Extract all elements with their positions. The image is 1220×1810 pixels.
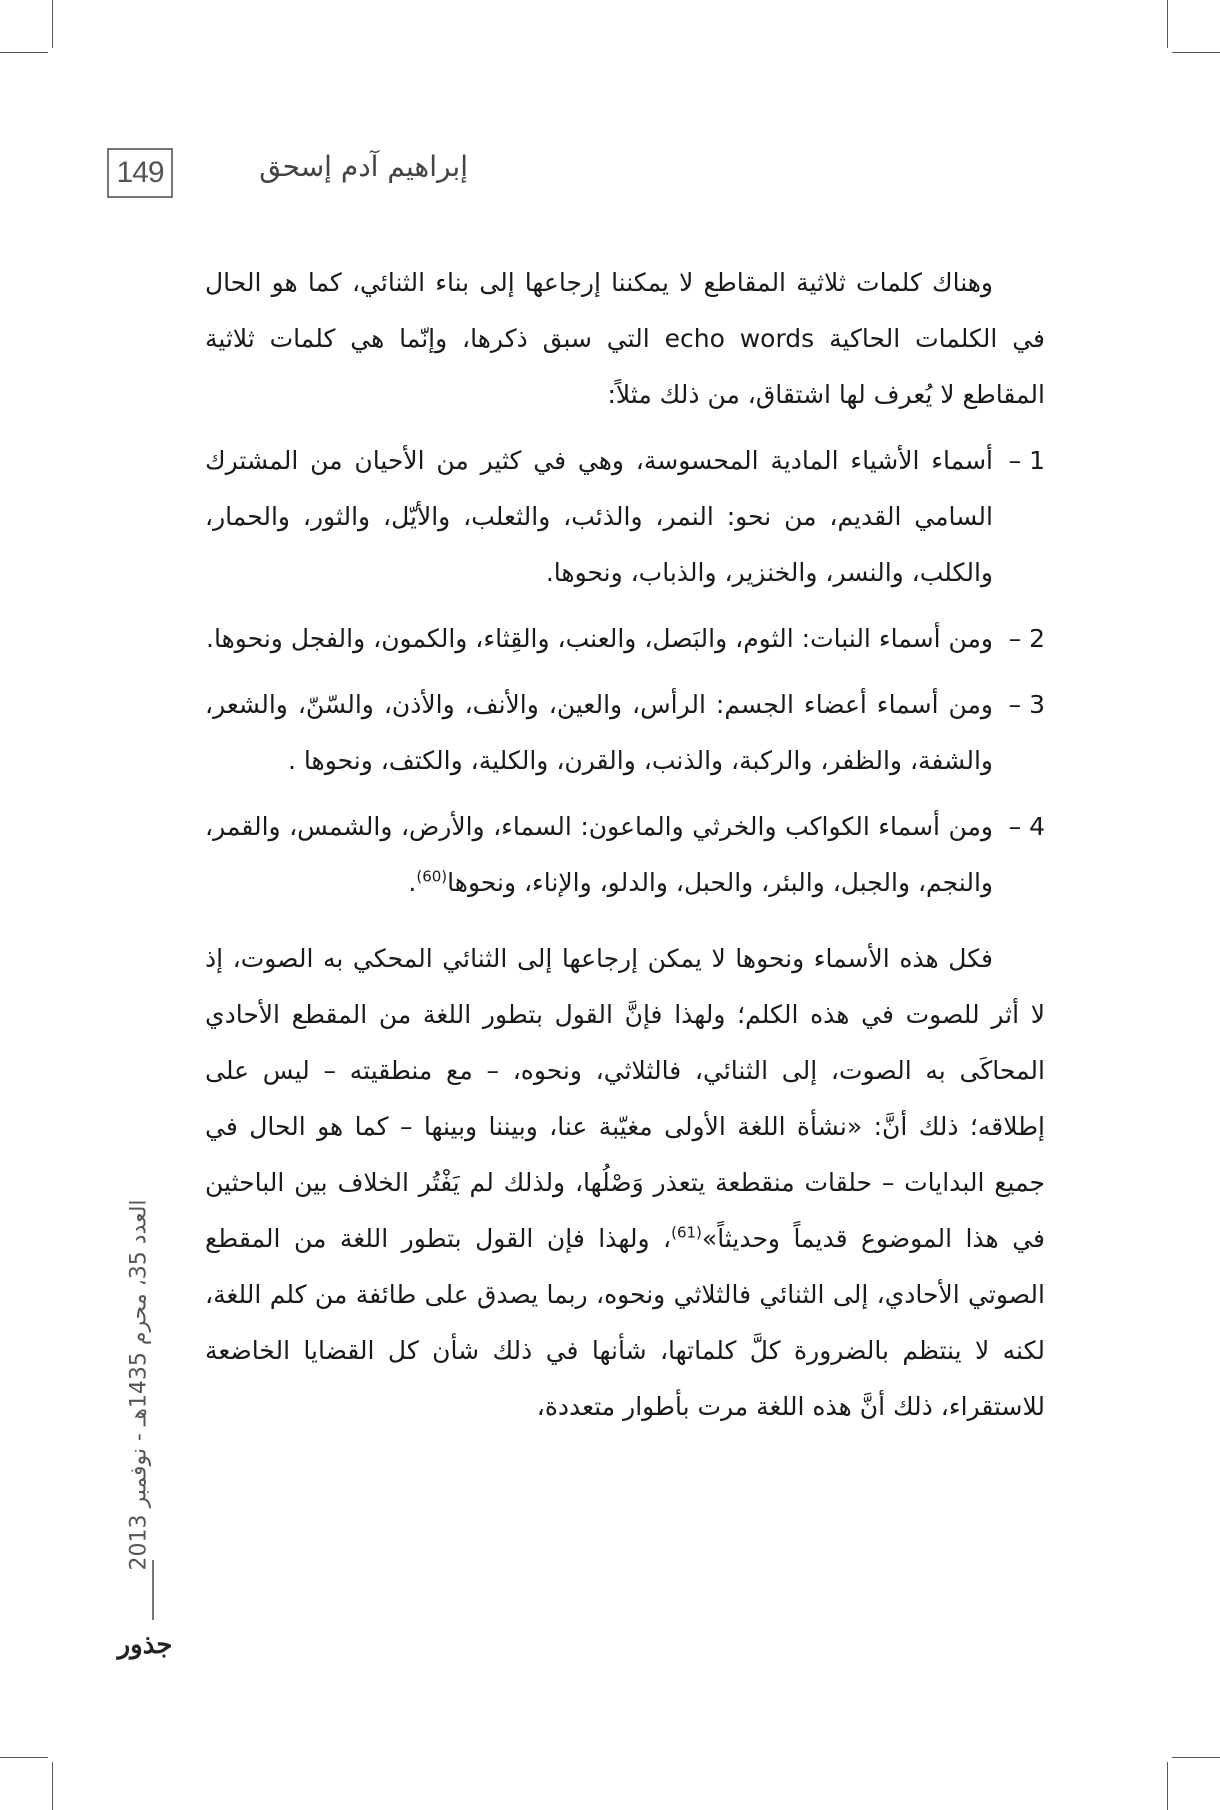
crop-mark-bottom-right bbox=[1167, 1762, 1168, 1810]
final-paragraph bbox=[205, 931, 1045, 1435]
list-item-text: ومن أسماء أعضاء الجسم: الرأس، والعين، والأنف، والأذن، والسّنّ، والشعر، والشفة، والظفر، والركبة، والذنب، والقرن، والكلية، والكتف، ونحوها . bbox=[205, 690, 993, 775]
crop-mark-bottom-left bbox=[52, 1762, 53, 1810]
side-issue-info bbox=[114, 1100, 164, 1670]
running-header-author: إبراهيم آدم إسحق bbox=[259, 150, 468, 183]
list-item-trailing: . bbox=[408, 868, 417, 897]
intro-paragraph: وهناك كلمات ثلاثية المقاطع لا يمكننا إرجاعها إلى بناء الثنائي، كما هو الحال في الكلمات الحاكية echo words التي سبق ذكرها، وإنّما هي كلمات ثلاثية المقاطع لا يُعرف لها اشتقاق، من ذلك مثلاً: bbox=[205, 268, 1045, 409]
list-item bbox=[205, 677, 1045, 789]
list-item-text bbox=[205, 799, 993, 911]
crop-mark-top-right-h bbox=[1172, 52, 1220, 53]
crop-mark-bottom-right-h bbox=[1172, 1757, 1220, 1758]
list-item bbox=[205, 611, 1045, 667]
list-item-number: 1 – bbox=[1008, 446, 1045, 475]
list-item bbox=[205, 799, 1045, 911]
article-body bbox=[205, 255, 1045, 1435]
list-item-number: 3 – bbox=[1008, 690, 1045, 719]
list-item-text-body: ومن أسماء الكواكب والخرثي والماعون: السماء، والأرض، والشمس، والقمر، والنجم، والجبل، والبئر، والحبل، والدلو، والإناء، ونحوها bbox=[205, 812, 993, 897]
list-item-number: 2 – bbox=[1008, 624, 1045, 653]
crop-mark-top-right bbox=[1167, 0, 1168, 48]
footnote-reference-60[interactable]: (60) bbox=[416, 867, 448, 886]
list-item-text: ومن أسماء النبات: الثوم، والبَصل، والعنب، والقِثاء، والكمون، والفجل ونحوها. bbox=[206, 624, 993, 653]
crop-mark-bottom-left-h bbox=[0, 1757, 48, 1758]
side-divider bbox=[152, 1560, 154, 1620]
list-item-number: 4 – bbox=[1008, 812, 1045, 841]
journal-logo: جذور bbox=[117, 1630, 173, 1660]
footnote-reference-61[interactable]: (61) bbox=[671, 1223, 702, 1242]
crop-mark-top-left bbox=[52, 0, 53, 48]
final-paragraph-part1: فكل هذه الأسماء ونحوها لا يمكن إرجاعها إلى الثنائي المحكي به الصوت، إذ لا أثر للصوت في هذه الكلم؛ ولهذا فإنَّ القول بتطور اللغة من المقطع الأحادي المحاكَى به الصوت، إلى الثنائي، فالثلاثي، ونحوه، – مع منطقيته – ليس على إطلاقه؛ ذلك أنَّ: «نشأة اللغة الأولى مغيّبة عنا، وبيننا وبينها – كما هو الحال في جميع البدايات – حلقات منقطعة يتعذر وَصْلُها، ولذلك لم يَفْتُر الخلاف بين الباحثين في هذا الموضوع قديماً وحديثاً» bbox=[205, 944, 1045, 1253]
list-item bbox=[205, 433, 1045, 601]
list-item-text: أسماء الأشياء المادية المحسوسة، وهي في كثير من الأحيان من المشترك السامي القديم، من نحو: النمر، والذئب، والثعلب، والأيّل، والثور، والحمار، والكلب، والنسر، والخنزير، والذباب، ونحوها. bbox=[205, 446, 993, 587]
issue-info-text: العدد 35، محرم 1435هـ - نوفمبر 2013 bbox=[126, 1199, 152, 1571]
final-paragraph-part2: ، ولهذا فإن القول بتطور اللغة من المقطع الصوتي الأحادي، إلى الثنائي فالثلاثي ونحوه، ربما يصدق على طائفة من كلم اللغة، لكنه لا ينتظم بالضرورة كلَّ كلماتها، شأنها في ذلك شأن كل القضايا الخاضعة للاستقراء، ذلك أنَّ هذه اللغة مرت بأطوار متعددة، bbox=[205, 1224, 1045, 1421]
page-number: 149 bbox=[107, 148, 173, 198]
crop-mark-top-left-h bbox=[0, 52, 48, 53]
